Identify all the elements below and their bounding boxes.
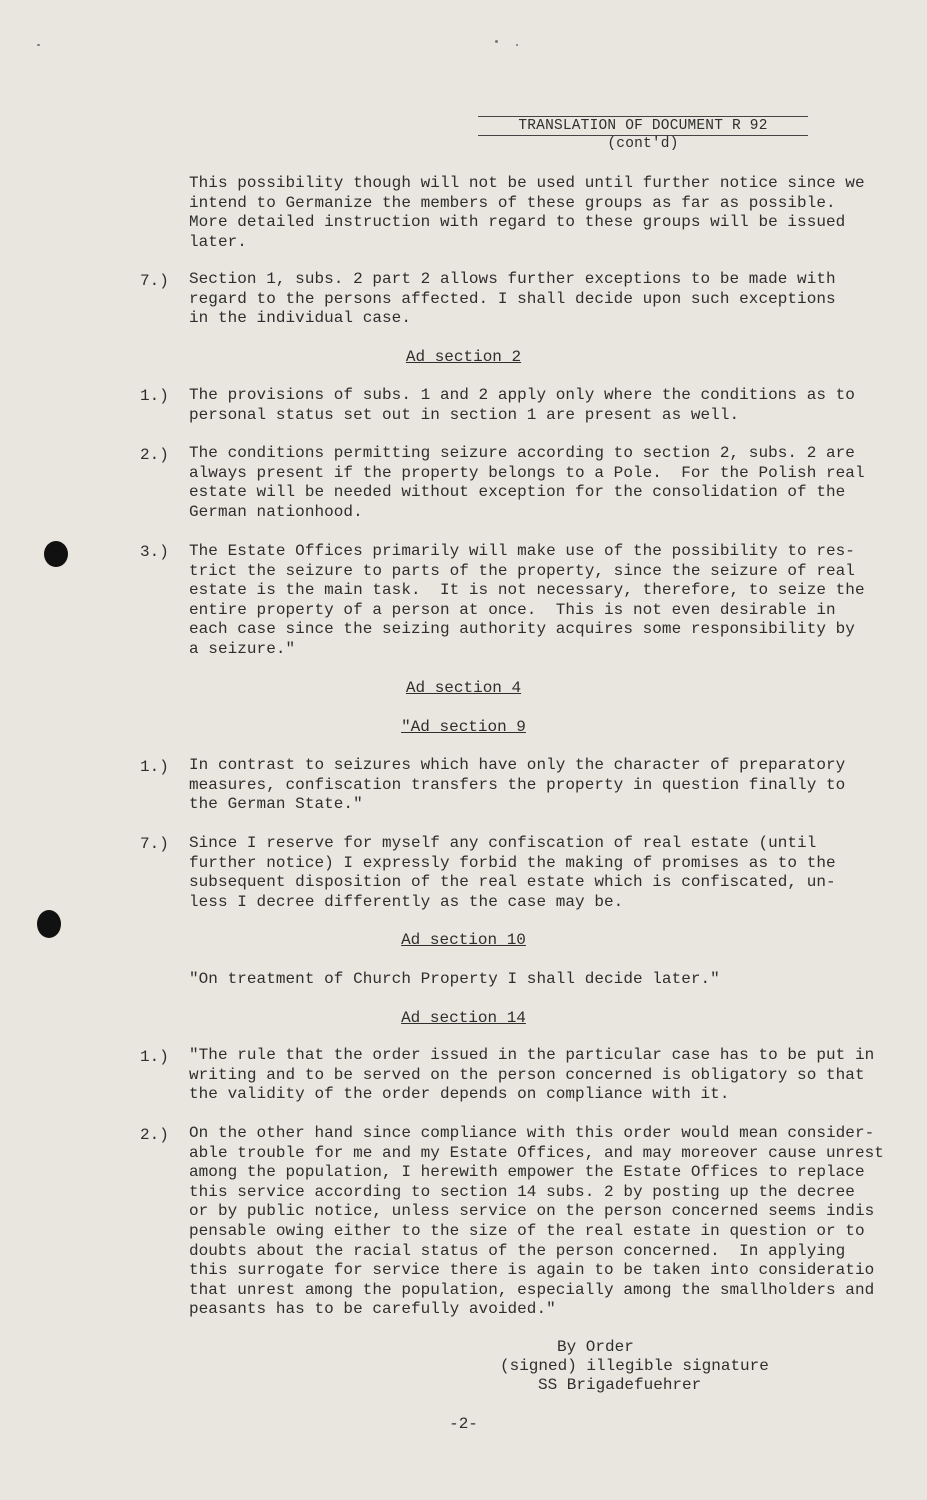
item-number: 1.)	[140, 1048, 169, 1066]
item-text: On the other hand since compliance with this order would mean consider- able trouble for me and my Estate Offices, and may moreover cause unrest among the population, I herewith empower the Estate Offices to replace this service according to section 14 subs. 2 by posting up the decree or by public notice, unless service on the person concerned seems indis pensable owing either to the size of the real estate in question or to doubts about the racial status of the person concerned. In applying this surrogate for service there is again to be taken into consideratio that unrest among the population, especially among the smallholders and peasants has to be carefully avoided."	[189, 1124, 884, 1319]
signature-signed: (signed) illegible signature	[500, 1357, 769, 1375]
document-title: TRANSLATION OF DOCUMENT R 92	[478, 116, 808, 136]
document-subtitle: (cont'd)	[607, 136, 679, 152]
signature-rank: SS Brigadefuehrer	[538, 1376, 702, 1394]
item-text: "The rule that the order issued in the particular case has to be put in writing and to be served on the person concerned is obligatory so that the validity of the order depends on compliance with it.	[189, 1046, 875, 1104]
item-number: 7.)	[140, 835, 169, 853]
item-number: 1.)	[140, 387, 169, 405]
signature-by-order: By Order	[557, 1338, 634, 1356]
page-number: -2-	[449, 1415, 478, 1433]
item-number: 1.)	[140, 758, 169, 776]
item-text: The provisions of subs. 1 and 2 apply only where the conditions as to personal status set out in section 1 are present as well.	[189, 386, 855, 424]
section-heading: Ad section 14	[401, 1009, 526, 1027]
item-text: In contrast to seizures which have only the character of preparatory measures, confiscation transfers the property in question finally to the German State."	[189, 756, 846, 814]
item-number: 2.)	[140, 1126, 169, 1144]
item-text: Section 1, subs. 2 part 2 allows further exceptions to be made with regard to the persons affected. I shall decide upon such exceptions in the individual case.	[189, 270, 836, 328]
item-number: 2.)	[140, 446, 169, 464]
paper-speck	[495, 40, 498, 43]
section-heading: "Ad section 9	[401, 718, 526, 736]
item-text: The Estate Offices primarily will make use of the possibility to res- trict the seizure to parts of the property, since the seizure of real estate is the main task. It is not necessary, therefore, to seize the entire property of a person at once. This is not even desirable in each case since the seizing authority acquires some responsibility by a seizure."	[189, 542, 865, 658]
section-heading: Ad section 2	[405, 348, 522, 366]
item-text: Since I reserve for myself any confiscation of real estate (until further notice) I expressly forbid the making of promises as to the subsequent disposition of the real estate which is confiscated, un- less I decree differently as the case may be.	[189, 834, 836, 911]
section-heading: Ad section 10	[401, 931, 526, 949]
intro-paragraph: This possibility though will not be used until further notice since we intend to Germanize the members of these groups as far as possible. More detailed instruction with regard to these groups will be issued later.	[189, 174, 865, 251]
paper-speck	[516, 44, 518, 46]
section-heading: Ad section 4	[405, 679, 522, 697]
paper-speck	[37, 44, 40, 46]
item-text: The conditions permitting seizure according to section 2, subs. 2 are always present if the property belongs to a Pole. For the Polish real estate will be needed without exception for the consolidation of the German nationhood.	[189, 444, 865, 521]
item-number: 7.)	[140, 272, 169, 290]
item-number: 3.)	[140, 543, 169, 561]
punch-hole-top	[44, 541, 68, 567]
church-paragraph: "On treatment of Church Property I shall decide later."	[189, 970, 720, 988]
